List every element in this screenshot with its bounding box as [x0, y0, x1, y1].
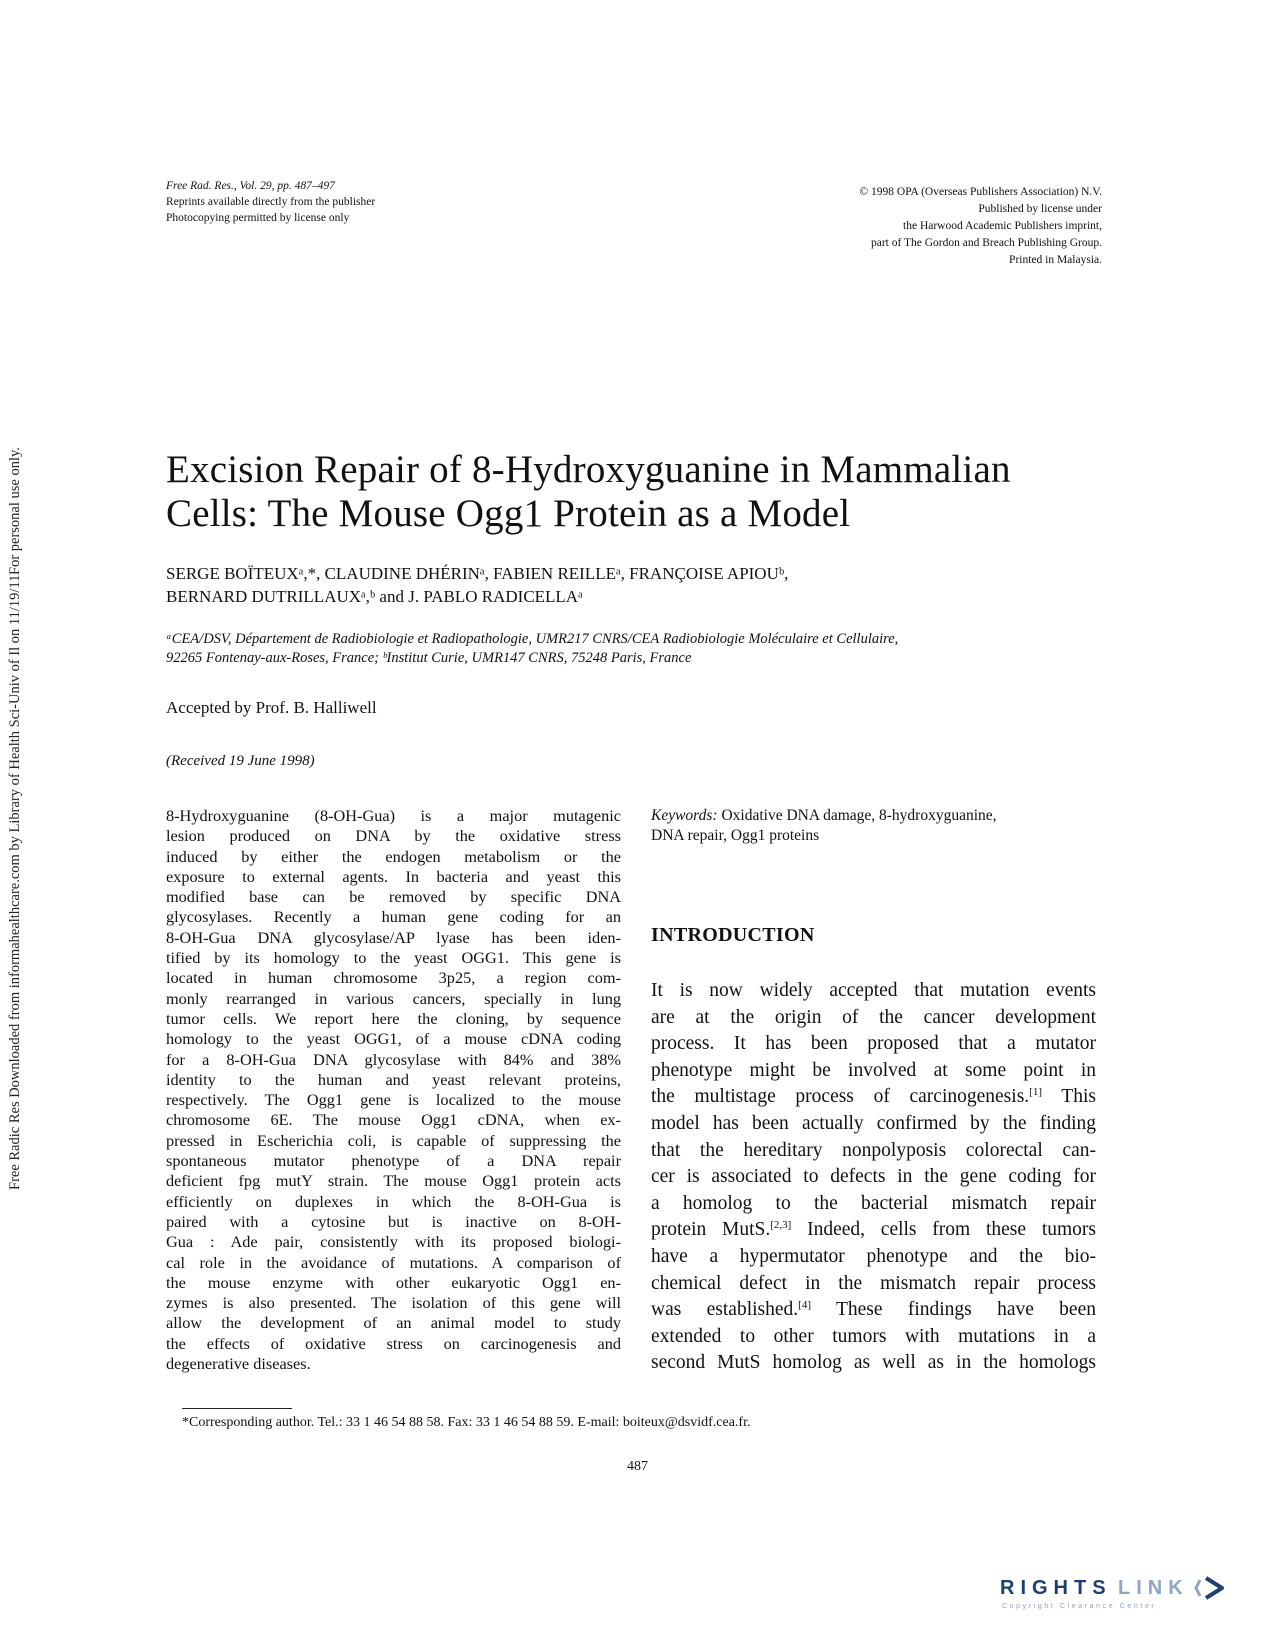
title-line-2: Cells: The Mouse Ogg1 Protein as a Model — [166, 492, 851, 535]
reprints-line: Reprints available directly from the publisher — [166, 196, 376, 208]
abstract-line: allow the development of an animal model to study — [166, 1313, 621, 1333]
intro-line: a homolog to the bacterial mismatch repair — [651, 1192, 1096, 1214]
abstract-line: lesion produced on DNA by the oxidative stress — [166, 826, 621, 846]
intro-line — [651, 1084, 1096, 1111]
abstract-line: induced by either the endogen metabolism or the — [166, 846, 621, 866]
affiliation-line-1: ᵃCEA/DSV, Département de Radiobiologie et Radiopathologie, UMR217 CNRS/CEA Radiobiologie Moléculaire et Cellulaire, — [166, 631, 899, 647]
abstract-line: chromosome 6E. The mouse Ogg1 cDNA, when ex- — [166, 1110, 621, 1130]
abstract-line: 8-Hydroxyguanine (8-OH-Gua) is a major mutagenic — [166, 806, 621, 825]
keywords-label: Keywords: — [651, 807, 718, 824]
keywords-line-1 — [651, 806, 1121, 826]
abstract-line: zymes is also presented. The isolation of this gene will — [166, 1293, 621, 1313]
citation-line: Free Rad. Res., Vol. 29, pp. 487–497 — [166, 180, 335, 192]
rightslink-chevron-left-icon — [1196, 1580, 1200, 1596]
affiliations — [166, 630, 1096, 668]
abstract-line: deficient fpg mutY strain. The mouse Ogg1 protein acts — [166, 1171, 621, 1191]
author-list — [166, 562, 1096, 608]
affiliation-line-2: 92265 Fontenay-aux-Roses, France; ᵇInstitut Curie, UMR147 CNRS, 75248 Paris, France — [166, 650, 692, 666]
abstract-line: modified base can be removed by specific DNA — [166, 887, 621, 907]
intro-line: second MutS homolog as well as in the homologs — [651, 1352, 1096, 1374]
citation-ref[interactable]: [4] — [798, 1299, 811, 1312]
photocopy-line: Photocopying permitted by license only — [166, 212, 350, 224]
abstract-line: monly rearranged in various cancers, specially in lung — [166, 988, 621, 1008]
rightslink-chevron-icon — [1206, 1578, 1222, 1598]
abstract-line: pressed in Escherichia coli, is capable of suppressing the — [166, 1130, 621, 1150]
keywords — [651, 806, 1121, 846]
section-heading-introduction: INTRODUCTION — [651, 924, 815, 946]
intro-line-text: protein MutS. — [651, 1219, 771, 1241]
abstract-line: homology to the yeast OGG1, of a mouse cDNA coding — [166, 1029, 621, 1049]
intro-line: cer is associated to defects in the gene coding for — [651, 1166, 1096, 1188]
group-line: part of The Gordon and Breach Publishing Group. — [870, 237, 1102, 249]
abstract-line: glycosylases. Recently a human gene coding for an — [166, 907, 621, 927]
abstract-line: the mouse enzyme with other eukaryotic Ogg1 en- — [166, 1272, 621, 1292]
introduction-body — [651, 978, 1096, 1377]
citation-ref[interactable]: [2,3] — [770, 1219, 792, 1232]
rightslink-subtitle: Copyright Clearance Center — [1002, 1603, 1157, 1610]
abstract-line: tified by its homology to the yeast OGG1. This gene is — [166, 948, 621, 968]
abstract-line: identity to the human and yeast relevant proteins, — [166, 1069, 621, 1089]
download-watermark — [0, 446, 30, 1190]
copyright-notice — [690, 184, 1102, 269]
abstract-line: efficiently on duplexes in which the 8-OH-Gua is — [166, 1191, 621, 1211]
watermark-line-2: For personal use only. — [7, 446, 23, 575]
intro-line: model has been actually confirmed by the finding — [651, 1112, 1096, 1134]
intro-line — [651, 1297, 1096, 1324]
intro-line: that the hereditary nonpolyposis colorectal can- — [651, 1139, 1096, 1161]
intro-line-text: was established. — [651, 1299, 799, 1321]
intro-line-text: Indeed, cells from these tumors — [791, 1219, 1096, 1241]
intro-line: process. It has been proposed that a mutator — [651, 1033, 1096, 1055]
keywords-line-2: DNA repair, Ogg1 proteins — [651, 827, 820, 844]
printed-line: Printed in Malaysia. — [1009, 254, 1102, 266]
received-date: (Received 19 June 1998) — [166, 753, 315, 769]
copyright-line: © 1998 OPA (Overseas Publishers Association) N.V. — [859, 186, 1102, 198]
intro-line-text: the multistage process of carcinogenesis. — [651, 1086, 1030, 1108]
abstract-line: degenerative diseases. — [166, 1354, 311, 1374]
intro-line-text: These findings have been — [811, 1299, 1096, 1321]
article-title — [166, 448, 1096, 536]
accepted-by: Accepted by Prof. B. Halliwell — [166, 698, 377, 717]
footnote-rule — [182, 1408, 292, 1409]
journal-citation — [166, 178, 586, 226]
intro-line — [651, 1217, 1096, 1244]
abstract-line: Gua : Ade pair, consistently with its proposed biologi- — [166, 1232, 621, 1252]
page-number: 487 — [627, 1459, 648, 1474]
abstract-line: paired with a cytosine but is inactive on 8-OH- — [166, 1211, 621, 1231]
authors-line-1: SERGE BOÏTEUXᵃ,*, CLAUDINE DHÉRINᵃ, FABIEN REILLEᵃ, FRANÇOISE APIOUᵇ, — [166, 564, 789, 583]
intro-line: It is now widely accepted that mutation events — [651, 980, 1096, 1001]
intro-line: extended to other tumors with mutations in a — [651, 1325, 1096, 1347]
abstract — [166, 806, 621, 1374]
license-line: Published by license under — [978, 203, 1102, 215]
intro-line: have a hypermutator phenotype and the bio- — [651, 1245, 1096, 1267]
intro-line: are at the origin of the cancer development — [651, 1006, 1096, 1028]
rightslink-logo[interactable] — [1000, 1566, 1245, 1616]
title-line-1: Excision Repair of 8-Hydroxyguanine in Mammalian — [166, 448, 1011, 491]
intro-line: chemical defect in the mismatch repair process — [651, 1272, 1096, 1294]
abstract-line: exposure to external agents. In bacteria and yeast this — [166, 866, 621, 886]
rightslink-word-light: LINK — [1118, 1577, 1189, 1599]
rightslink-word-dark: RIGHTS — [1000, 1577, 1112, 1599]
abstract-line: tumor cells. We report here the cloning, by sequence — [166, 1008, 621, 1028]
abstract-line: respectively. The Ogg1 gene is localized to the mouse — [166, 1090, 621, 1110]
intro-line: phenotype might be involved at some point in — [651, 1059, 1096, 1081]
abstract-line: spontaneous mutator phenotype of a DNA repair — [166, 1151, 621, 1171]
intro-line-text: This — [1041, 1086, 1096, 1108]
keywords-values-1: Oxidative DNA damage, 8-hydroxyguanine, — [721, 807, 997, 824]
abstract-line: for a 8-OH-Gua DNA glycosylase with 84% and 38% — [166, 1049, 621, 1069]
abstract-line: 8-OH-Gua DNA glycosylase/AP lyase has been iden- — [166, 927, 621, 947]
watermark-line-1: Free Radic Res Downloaded from informahealthcare.com by Library of Health Sci-Univ of Il on 11/19/11 — [7, 574, 23, 1190]
abstract-line: located in human chromosome 3p25, a region com- — [166, 968, 621, 988]
imprint-line: the Harwood Academic Publishers imprint, — [903, 220, 1102, 232]
corresponding-author-footnote: *Corresponding author. Tel.: 33 1 46 54 88 58. Fax: 33 1 46 54 88 59. E-mail: boiteux@dsvidf.cea.fr. — [182, 1415, 751, 1430]
citation-ref[interactable]: [1] — [1029, 1086, 1042, 1099]
abstract-line: the effects of oxidative stress on carcinogenesis and — [166, 1333, 621, 1353]
authors-line-2: BERNARD DUTRILLAUXᵃ,ᵇ and J. PABLO RADICELLAᵃ — [166, 587, 583, 606]
abstract-line: cal role in the avoidance of mutations. A comparison of — [166, 1252, 621, 1272]
